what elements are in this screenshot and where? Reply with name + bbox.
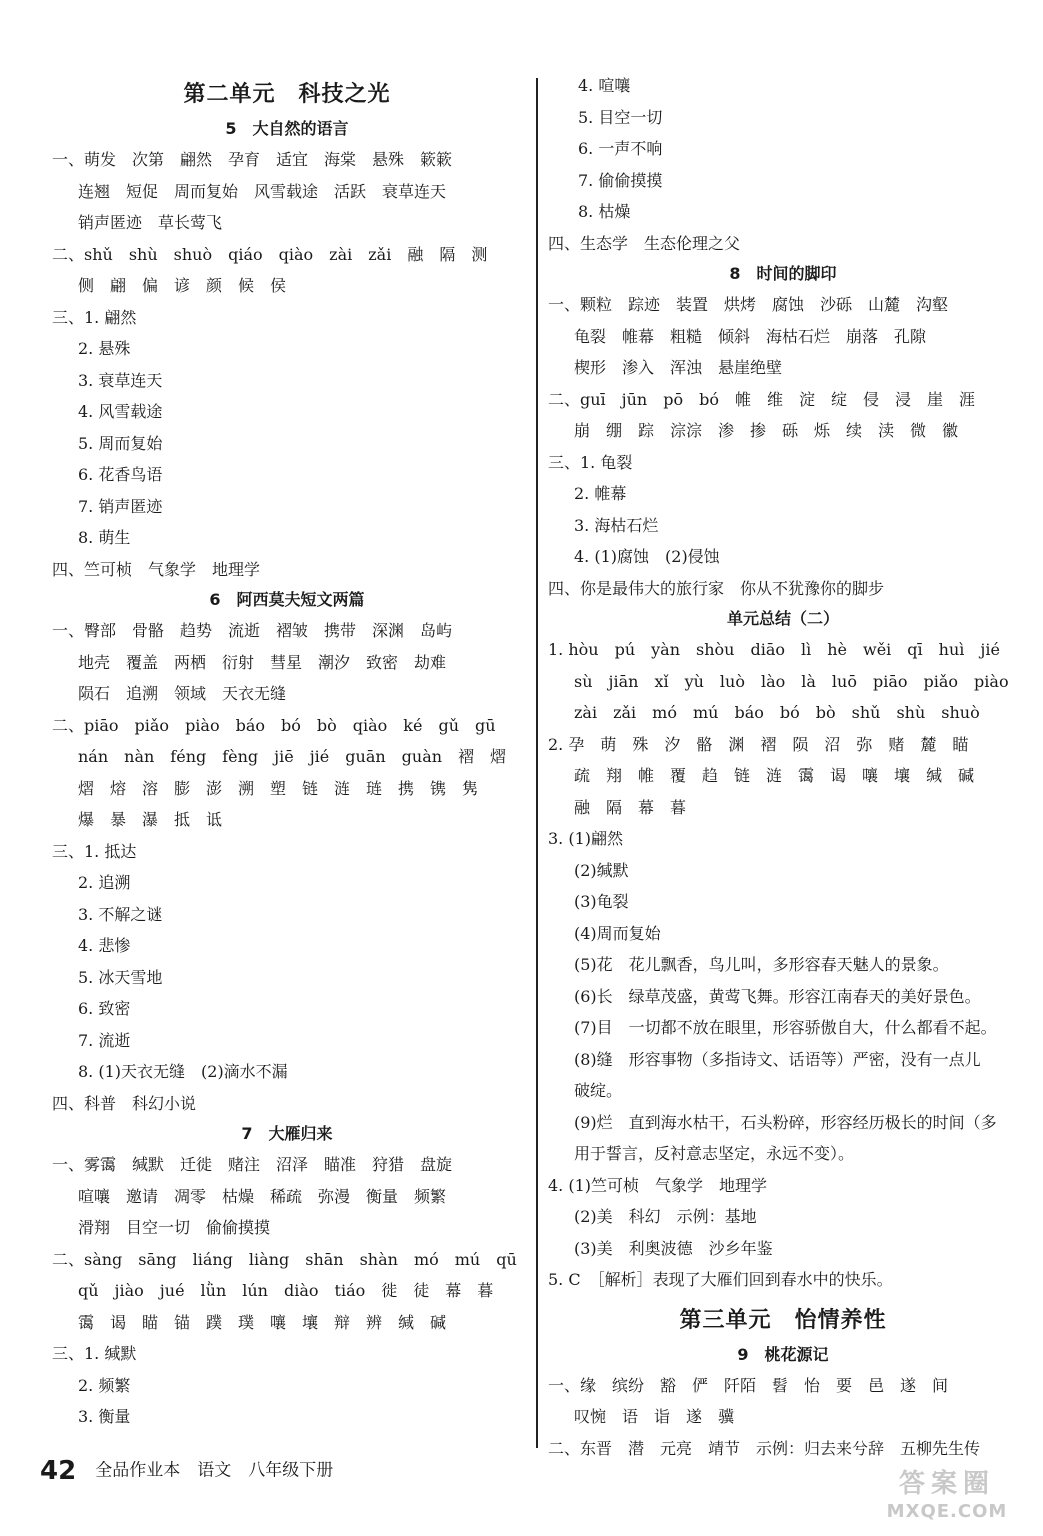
answer-line: 滑翔 目空一切 偷偷摸摸	[78, 1218, 271, 1237]
answer-line: 喧嚷 邀请 凋零 枯燥 稀疏 弥漫 衡量 频繁	[78, 1186, 447, 1206]
answer-line: (9)烂 直到海水枯干，石头粉碎，形容经历极长的时间（多	[574, 1112, 997, 1132]
answer-line: 四、竺可桢 气象学 地理学	[52, 559, 261, 579]
answer-line: 5. 目空一切	[578, 107, 663, 127]
answer-line: 一、缘 缤纷 豁 俨 阡陌 髫 怡 要 邑 遂 间	[548, 1375, 949, 1395]
answer-line: 7. 销声匿迹	[78, 496, 163, 516]
answer-line: nán nàn féng fèng jiē jié guān guàn 褶 熠	[78, 747, 507, 766]
answer-line: 2. 悬殊	[78, 339, 131, 358]
lesson-title: 5 大自然的语言	[225, 119, 349, 138]
answer-line: 7. 偷偷摸摸	[578, 170, 663, 190]
answer-line: 6. 花香鸟语	[78, 465, 163, 484]
answer-line: 2. 孕 萌 殊 汐 骼 渊 褶 陨 沼 弥 赌 麓 瞄	[548, 734, 969, 754]
answer-line: 疏 翔 帷 覆 趋 链 涟 霭 谒 嚷 壤 缄 碱	[574, 766, 975, 785]
lesson-title: 6 阿西莫夫短文两篇	[209, 590, 365, 609]
answer-line: 3. 不解之谜	[78, 904, 163, 924]
answer-line: 4. 悲惨	[78, 936, 131, 955]
answer-line: 四、你是最伟大的旅行家 你从不犹豫你的脚步	[548, 578, 885, 598]
answer-line: 4. 喧嚷	[578, 76, 631, 95]
answer-line: 2. 帷幕	[574, 484, 627, 503]
answer-line: 熠 熔 溶 膨 澎 溯 塑 链 涟 琏 携 镌 隽	[78, 778, 479, 798]
summary-title: 单元总结（二）	[726, 609, 839, 628]
answer-line: 陨石 追溯 领域 天衣无缝	[78, 684, 287, 703]
answer-line: 3. 衰草连天	[78, 370, 163, 390]
lesson-title: 7 大雁归来	[241, 1124, 333, 1143]
page-number: 42	[40, 1455, 77, 1486]
unit-title: 第三单元 怡情养性	[679, 1306, 887, 1333]
answer-line: 一、颗粒 踪迹 装置 烘烤 腐蚀 沙砾 山麓 沟壑	[548, 295, 949, 314]
answer-line: 6. 一声不响	[578, 139, 663, 158]
watermark-url: MXQE.COM	[886, 1501, 1008, 1522]
answer-line: (7)目 一切都不放在眼里，形容骄傲自大，什么都看不起。	[574, 1018, 997, 1037]
answer-line: 8. 萌生	[78, 528, 131, 547]
answer-line: 2. 追溯	[78, 873, 131, 892]
answer-line: 4. (1)腐蚀 (2)侵蚀	[574, 547, 720, 566]
answer-line: 三、1. 缄默	[52, 1344, 137, 1363]
lesson-title: 9 桃花源记	[737, 1344, 829, 1364]
answer-line: 三、1. 龟裂	[548, 452, 633, 472]
answer-line: 破绽。	[574, 1081, 623, 1100]
answer-line: (2)缄默	[574, 860, 629, 880]
answer-line: 5. 冰天雪地	[78, 967, 163, 987]
answer-line: 融 隔 幕 暮	[574, 797, 687, 817]
left-column	[52, 70, 522, 1433]
answer-line: 爆 暴 瀑 抵 诋	[78, 810, 223, 829]
answer-line: 8. (1)天衣无缝 (2)滴水不漏	[78, 1062, 288, 1081]
answer-line: 4. (1)竺可桢 气象学 地理学	[548, 1175, 768, 1195]
answer-line: 崩 绷 踪 淙淙 渗 掺 砾 烁 续 渎 微 徽	[574, 421, 959, 440]
answer-line: sù jiān xǐ yù luò lào là luō piāo piǎo piào	[574, 671, 1009, 691]
watermark-text: 答案圈	[898, 1469, 995, 1499]
answer-line: 7. 流逝	[78, 1030, 131, 1050]
answer-line: 二、piāo piǎo piào báo bó bò qiào ké gǔ gū	[52, 715, 496, 735]
answer-line: 楔形 渗入 浑浊 悬崖绝壁	[574, 358, 783, 377]
answer-line: 龟裂 帷幕 粗糙 倾斜 海枯石烂 崩落 孔隙	[574, 326, 927, 346]
site-watermark	[862, 1470, 1032, 1530]
page-footer	[40, 1452, 333, 1488]
answer-line: 连翘 短促 周而复始 风雪载途 活跃 衰草连天	[78, 181, 447, 201]
unit-title: 第二单元 科技之光	[183, 81, 391, 107]
answer-line: 5. C ［解析］表现了大雁们回到春水中的快乐。	[548, 1270, 893, 1289]
answer-line: 侧 翩 偏 谚 颜 候 侯	[78, 276, 287, 295]
answer-line: 5. 周而复始	[78, 433, 163, 453]
column-divider	[536, 78, 538, 1448]
answer-line: 8. 枯燥	[578, 202, 631, 221]
answer-line: 三、1. 翩然	[52, 307, 137, 327]
right-column	[548, 70, 1018, 1464]
answer-line: 1. hòu pú yàn shòu diāo lì hè wěi qī huì jié	[548, 640, 1000, 659]
answer-line: 销声匿迹 草长莺飞	[78, 213, 223, 232]
answer-line: (4)周而复始	[574, 923, 661, 943]
answer-line: 用于誓言，反衬意志坚定，永远不变）。	[574, 1144, 855, 1163]
answer-line: (3)美 利奥波德 沙乡年鉴	[574, 1238, 773, 1258]
answer-line: 三、1. 抵达	[52, 841, 137, 861]
answer-line: 二、sàng sāng liáng liàng shān shàn mó mú qū	[52, 1249, 517, 1269]
book-title: 全品作业本 语文 八年级下册	[95, 1460, 334, 1481]
answer-line: (5)花 花儿飘香，鸟儿叫，多形容春天魅人的景象。	[574, 955, 949, 974]
answer-line: 二、shǔ shù shuò qiáo qiào zài zǎi 融 隔 测	[52, 244, 488, 264]
answer-line: 地壳 覆盖 两栖 衍射 彗星 潮汐 致密 劫难	[78, 652, 447, 672]
answer-line: 二、guī jūn pō bó 帷 维 淀 绽 侵 浸 崖 涯	[548, 389, 975, 409]
answer-line: 霭 谒 瞄 锚 蹼 璞 嚷 壤 辩 辨 缄 碱	[78, 1312, 447, 1332]
answer-line: 3. 衡量	[78, 1407, 131, 1426]
answer-line: 2. 频繁	[78, 1375, 131, 1395]
answer-line: zài zǎi mó mú báo bó bò shǔ shù shuò	[574, 703, 980, 722]
answer-line: (2)美 科幻 示例：基地	[574, 1207, 757, 1226]
answer-line: 3. 海枯石烂	[574, 515, 659, 535]
answer-line: 4. 风雪载途	[78, 402, 163, 421]
answer-line: 3. (1)翩然	[548, 829, 624, 848]
answer-line: 一、臀部 骨骼 趋势 流逝 褶皱 携带 深渊 岛屿	[52, 621, 453, 640]
answer-line: qǔ jiào jué lǜn lún diào tiáo 徙 徒 幕 暮	[78, 1281, 494, 1300]
answer-line: (3)龟裂	[574, 892, 629, 911]
answer-line: 二、东晋 潜 元亮 靖节 示例：归去来兮辞 五柳先生传	[548, 1438, 981, 1458]
answer-line: 四、生态学 生态伦理之父	[548, 233, 741, 253]
answer-line: 一、萌发 次第 翩然 孕育 适宜 海棠 悬殊 簌簌	[52, 150, 453, 169]
answer-line: 6. 致密	[78, 999, 131, 1018]
answer-line: (6)长 绿草茂盛，黄莺飞舞。形容江南春天的美好景色。	[574, 986, 981, 1006]
answer-line: 一、雾霭 缄默 迁徙 赌注 沼泽 瞄准 狩猎 盘旋	[52, 1155, 453, 1174]
answer-line: 叹惋 语 诣 遂 骥	[574, 1407, 735, 1426]
lesson-title: 8 时间的脚印	[729, 264, 837, 283]
answer-line: (8)缝 形容事物（多指诗文、话语等）严密，没有一点儿	[574, 1049, 981, 1069]
answer-line: 四、科普 科幻小说	[52, 1093, 197, 1113]
